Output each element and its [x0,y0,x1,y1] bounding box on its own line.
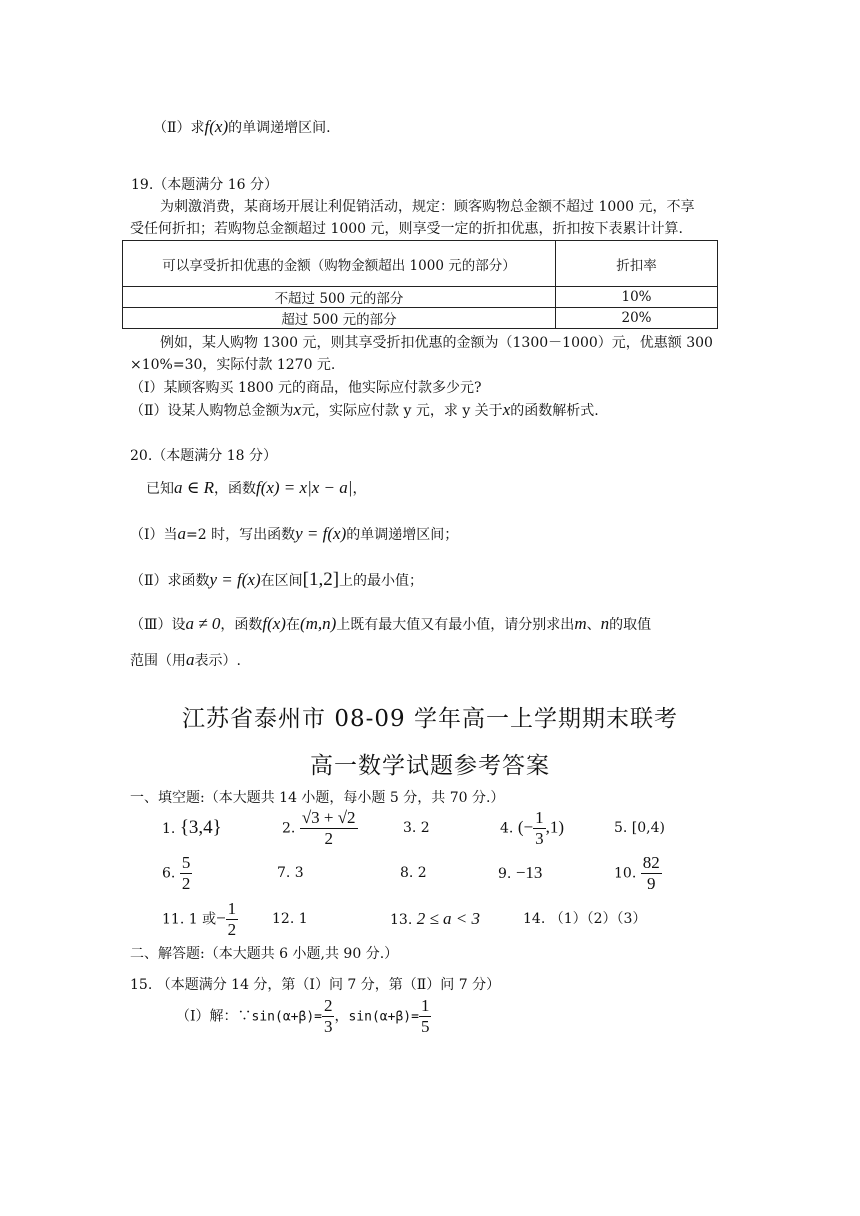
answer-7: 7. 3 [277,865,304,881]
q15-comma: ， [334,1008,349,1025]
answer-4-label: 4. [500,820,514,837]
q19-part2-c: 的函数解析式. [510,403,599,419]
answer-11-denominator: 2 [227,920,237,939]
q20-part3-d: 上既有最大值又有最小值，请分别求出 [336,617,575,633]
q20-part3-line2 [130,650,241,671]
q19-para1: 为刺激消费，某商场开展让利促销活动，规定：顾客购物总金额不超过 1000 元，不享 [160,199,695,215]
q20-part3-e: 、 [586,617,601,633]
q19-x1: x [293,400,302,419]
q20-part2-m2: [1,2] [302,569,340,590]
answer-6-label: 6. [162,865,176,882]
q19-part2-a: （Ⅱ）设某人购物总金额为 [130,403,294,419]
q20-part3-line2-m: a [186,650,195,669]
q20-part1-m2: y = f(x) [295,524,347,543]
table-cell: 不超过 500 元的部分 [123,287,556,308]
answer-11-pre: − [216,908,226,928]
section-fill-in: 一、填空题:（本大题共 14 小题，每小题 5 分，共 70 分.） [130,790,505,806]
q19-header: 19.（本题满分 16 分） [131,177,278,193]
answer-6 [162,853,192,894]
q20-part1 [130,524,458,545]
q15-solution-a: （Ⅰ）解：∵ [176,1008,252,1025]
answer-11 [162,899,238,940]
answer-10-label: 10. [614,865,637,882]
q20-part3-a: （Ⅲ）设 [130,617,186,633]
answer-9-label: 9. [498,866,512,882]
table-row [123,287,718,308]
q15-header: 15. （本题满分 14 分，第（Ⅰ）问 7 分，第（Ⅱ）问 7 分） [130,977,501,993]
answer-10-fraction [641,853,662,894]
q15-denominator-2: 5 [420,1017,430,1036]
q20-part2 [130,570,423,591]
answer-5: 5. [0,4) [614,820,665,836]
answer-13-value: 2 ≤ a < 3 [416,909,481,928]
answer-2-numerator: √3 + √2 [301,808,356,827]
q20-given [146,478,366,499]
q20-part1-m1: a [177,524,187,543]
q15-fraction-1 [322,996,335,1037]
answer-1-value: {3,4} [179,817,222,838]
answer-10-numerator: 82 [642,853,660,872]
answers-title: 江苏省泰州市 08-09 学年高一上学期期末联考 [182,706,678,732]
q15-sin2: sin(α+β)= [348,1009,419,1025]
answer-14: 14. （1）（2）（3） [523,911,647,927]
table-cell: 20% [556,308,718,329]
q20-part1-b: =2 时，写出函数 [186,527,296,543]
answer-4-post: ,1) [545,817,564,837]
answer-2-label: 2. [282,820,296,837]
q18-fx: f(x) [204,117,229,136]
table-row [123,241,718,287]
q20-part3-m3: (m,n) [299,614,337,633]
q20-given-c: ， [352,481,367,497]
q20-given-b: ，函数 [213,481,256,497]
answer-4-fraction [533,808,546,849]
q15-fraction-2 [419,996,432,1037]
answer-6-denominator: 2 [181,874,191,893]
q20-part1-a: （Ⅰ）当 [130,527,178,543]
answer-13-label: 13. [390,912,413,928]
q15-solution [176,996,431,1037]
discount-table [122,240,718,329]
section-solutions: 二、解答题:（本大题共 6 小题,共 90 分.） [130,946,399,962]
answer-1-label: 1. [162,821,176,837]
q15-numerator-2: 1 [420,996,430,1015]
q20-part2-a: （Ⅱ）求函数 [130,573,210,589]
answer-1 [162,818,222,839]
q19-part2 [130,400,599,421]
q20-part2-m1: y = f(x) [209,570,261,589]
q15-sin1: sin(α+β)= [251,1009,322,1025]
q20-part3-line2-b: 表示）. [194,653,241,669]
q18-part2-pre: （Ⅱ）求 [153,120,205,136]
q20-part2-c: 上的最小值； [339,573,424,589]
q19-part2-b: 元，实际应付款 y 元，求 y 关于 [301,403,503,419]
answer-11-numerator: 1 [227,899,237,918]
answer-11-fraction [226,899,239,940]
q20-part3-c: 在 [285,617,300,633]
q20-given-a: 已知 [146,481,174,497]
answer-2-fraction [300,808,358,849]
q15-numerator-1: 2 [323,996,333,1015]
answer-10 [614,853,662,894]
q20-part1-c: 的单调递增区间； [346,527,459,543]
answer-4-numerator: 1 [535,808,544,827]
answer-4-denominator: 3 [535,829,544,848]
answer-9 [498,863,542,884]
answer-4 [500,808,564,849]
q19-part1: （Ⅰ）某顾客购买 1800 元的商品，他实际应付款多少元? [130,380,482,396]
q20-part3-m2: f(x) [262,614,286,633]
q19-para2: 受任何折扣；若购物总金额超过 1000 元，则享受一定的折扣优惠，折扣按下表累计计算. [130,221,683,237]
table-header-rate: 折扣率 [556,241,718,287]
answer-2 [282,808,358,849]
q20-part3 [130,614,651,635]
q20-part3-line2-a: 范围（用 [130,653,186,669]
answer-2-denominator: 2 [324,829,333,848]
answer-9-value: −13 [515,863,543,882]
q19-example2: ×10%=30，实际付款 1270 元. [130,357,336,373]
table-cell: 超过 500 元的部分 [123,308,556,329]
answer-13 [390,909,480,930]
answer-10-denominator: 9 [646,874,656,893]
q20-part3-f: 的取值 [609,617,652,633]
table-cell: 10% [556,287,718,308]
answer-11-label: 11. 1 或 [162,911,217,928]
answer-6-fraction [180,853,193,894]
q18-part2-post: 的单调递增区间. [228,120,331,136]
answer-6-numerator: 5 [181,853,191,872]
q20-given-m2: f(x) = x|x − a| [255,478,353,497]
answer-4-pre: (− [517,817,534,837]
q20-part3-m4: m [574,614,587,633]
q15-denominator-1: 3 [323,1017,333,1036]
q20-part3-b: ，函数 [220,617,263,633]
answer-8: 8. 2 [400,865,427,881]
table-row [123,308,718,329]
q20-header: 20.（本题满分 18 分） [130,448,277,464]
answers-subtitle: 高一数学试题参考答案 [310,753,550,779]
q20-part3-m5: n [600,614,610,633]
answer-12: 12. 1 [272,911,308,927]
q19-x2: x [502,400,511,419]
q19-example1: 例如，某人购物 1300 元，则其享受折扣优惠的金额为（1300－1000）元，优惠额 300 [160,335,713,351]
table-header-amount: 可以享受折扣优惠的金额（购物金额超出 1000 元的部分） [123,241,556,287]
q18-part2 [153,117,331,138]
q20-given-m1: a ∈ R [174,478,214,497]
q20-part3-m1: a ≠ 0 [185,614,221,633]
answer-3: 3. 2 [403,820,430,836]
q20-part2-b: 在区间 [260,573,303,589]
